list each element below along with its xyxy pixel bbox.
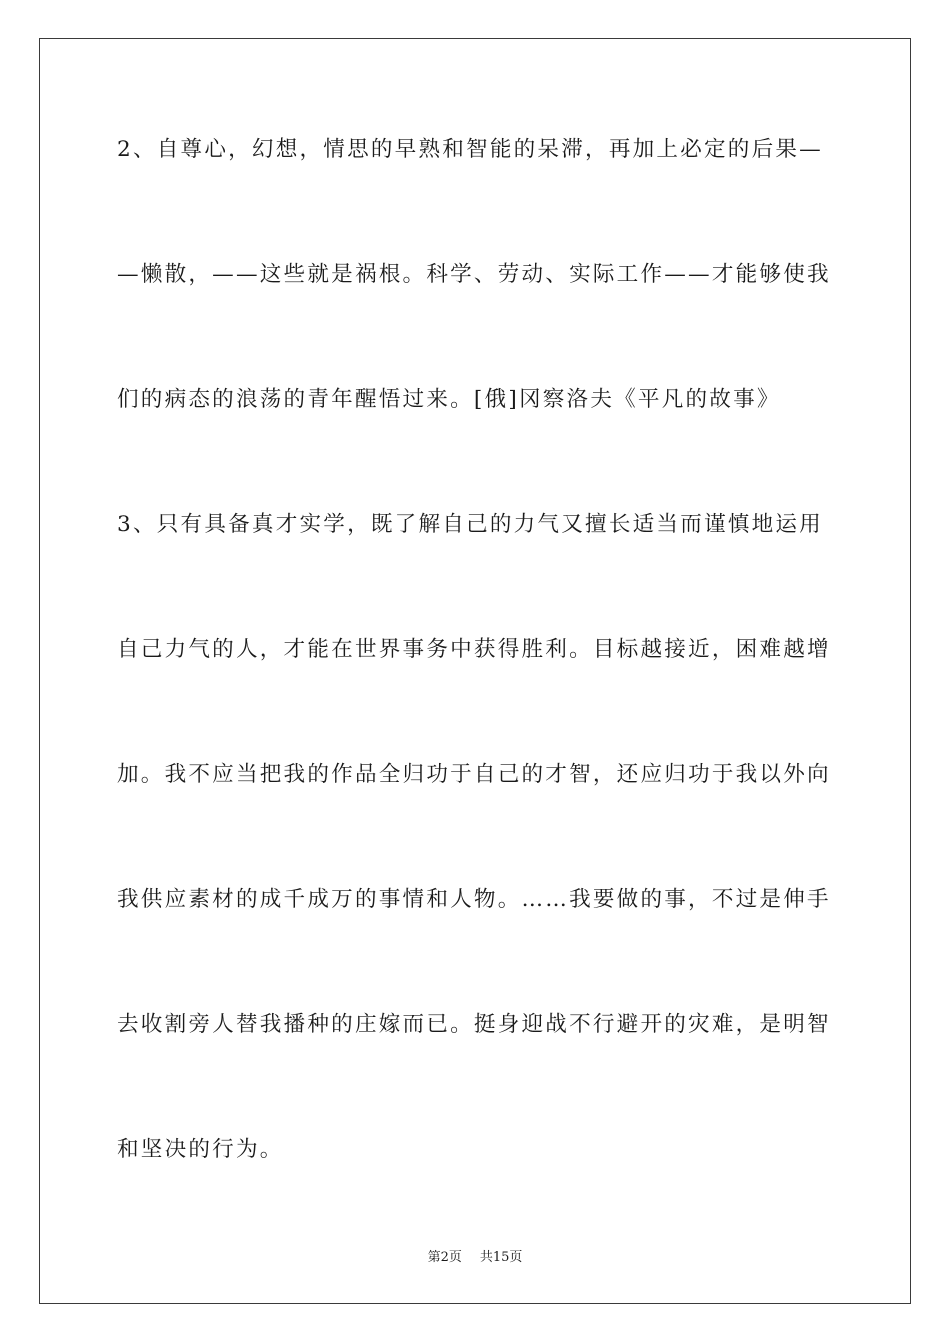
text-line: 加。我不应当把我的作品全归功于自己的才智，还应归功于我以外向 [117,762,831,787]
page-footer [0,1246,950,1265]
page-border [39,38,911,1304]
text-line: 3、只有具备真才实学，既了解自己的力气又擅长适当而谨慎地运用 [117,512,823,537]
text-line: 们的病态的浪荡的青年醒悟过来。[俄]冈察洛夫《平凡的故事》 [117,387,781,412]
page-total: 共15页 [479,1250,523,1265]
page-number: 第2页 [427,1250,462,1265]
text-line: 我供应素材的成千成万的事情和人物。……我要做的事，不过是伸手 [117,887,831,912]
text-line: 自己力气的人，才能在世界事务中获得胜利。目标越接近，困难越增 [117,637,831,662]
text-line: 去收割旁人替我播种的庄嫁而已。挺身迎战不行避开的灾难，是明智 [117,1012,831,1037]
text-line: 和坚决的行为。 [117,1137,284,1162]
text-line: —懒散，——这些就是祸根。科学、劳动、实际工作——才能够使我 [117,262,831,287]
text-line: 2、自尊心，幻想，情思的早熟和智能的呆滞，再加上必定的后果— [117,137,823,162]
